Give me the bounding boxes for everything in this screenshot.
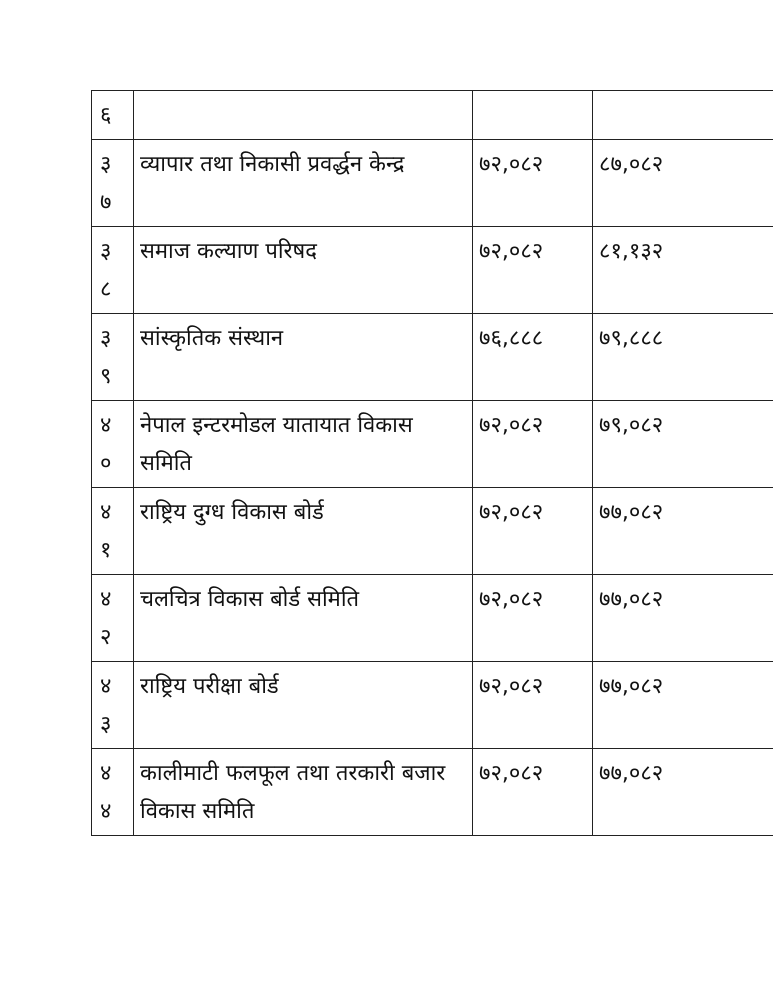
serial-digit: ४ [100, 761, 112, 786]
serial-digit: ४ [100, 413, 112, 438]
table-row [92, 662, 773, 749]
serial-cell [92, 314, 134, 401]
amount-b-cell: ७९,८८८ [593, 314, 773, 401]
table-row [92, 314, 773, 401]
serial-digit: ० [100, 451, 112, 476]
serial-digit: ३ [100, 152, 112, 177]
serial-digit: ९ [100, 364, 112, 389]
table-row [92, 140, 773, 227]
serial-cell [92, 749, 134, 836]
serial-cell [92, 140, 134, 227]
serial-digit: ३ [100, 712, 112, 737]
budget-table [91, 90, 773, 836]
serial-cell [92, 662, 134, 749]
institution-name-cell: चलचित्र विकास बोर्ड समिति [134, 575, 473, 662]
serial-cell [92, 575, 134, 662]
amount-b-cell: ८७,०८२ [593, 140, 773, 227]
table-row [92, 749, 773, 836]
amount-b-cell [593, 91, 773, 140]
amount-a-cell [473, 91, 593, 140]
serial-digit: २ [100, 625, 112, 650]
amount-a-cell: ७२,०८२ [473, 662, 593, 749]
serial-digit: ६ [100, 103, 112, 128]
institution-name-cell: राष्ट्रिय परीक्षा बोर्ड [134, 662, 473, 749]
serial-cell [92, 227, 134, 314]
amount-a-cell: ७२,०८२ [473, 227, 593, 314]
institution-name-cell [134, 91, 473, 140]
institution-name-cell: राष्ट्रिय दुग्ध विकास बोर्ड [134, 488, 473, 575]
amount-b-cell: ७७,०८२ [593, 488, 773, 575]
serial-cell [92, 488, 134, 575]
amount-b-cell: ७७,०८२ [593, 575, 773, 662]
amount-b-cell: ७७,०८२ [593, 749, 773, 836]
serial-digit: ७ [100, 190, 112, 215]
serial-digit: ४ [100, 587, 112, 612]
amount-a-cell: ७२,०८२ [473, 749, 593, 836]
institution-name-cell: व्यापार तथा निकासी प्रवर्द्धन केन्द्र [134, 140, 473, 227]
serial-digit: ३ [100, 326, 112, 351]
institution-name-cell: कालीमाटी फलफूल तथा तरकारी बजार विकास समिति [134, 749, 473, 836]
amount-b-cell: ८१,१३२ [593, 227, 773, 314]
institution-name-cell: नेपाल इन्टरमोडल यातायात विकास समिति [134, 401, 473, 488]
institution-name-cell: समाज कल्याण परिषद [134, 227, 473, 314]
serial-cell [92, 91, 134, 140]
amount-b-cell: ७९,०८२ [593, 401, 773, 488]
table-row [92, 227, 773, 314]
amount-a-cell: ७२,०८२ [473, 140, 593, 227]
amount-a-cell: ७२,०८२ [473, 401, 593, 488]
serial-digit: ३ [100, 239, 112, 264]
amount-a-cell: ७२,०८२ [473, 575, 593, 662]
serial-cell [92, 401, 134, 488]
serial-digit: ८ [100, 277, 112, 302]
table-row [92, 401, 773, 488]
serial-digit: १ [100, 538, 112, 563]
institution-name-cell: सांस्कृतिक संस्थान [134, 314, 473, 401]
amount-b-cell: ७७,०८२ [593, 662, 773, 749]
table-row [92, 575, 773, 662]
table-row [92, 488, 773, 575]
table-row [92, 91, 773, 140]
serial-digit: ४ [100, 799, 112, 824]
serial-digit: ४ [100, 500, 112, 525]
amount-a-cell: ७२,०८२ [473, 488, 593, 575]
amount-a-cell: ७६,८८८ [473, 314, 593, 401]
serial-digit: ४ [100, 674, 112, 699]
